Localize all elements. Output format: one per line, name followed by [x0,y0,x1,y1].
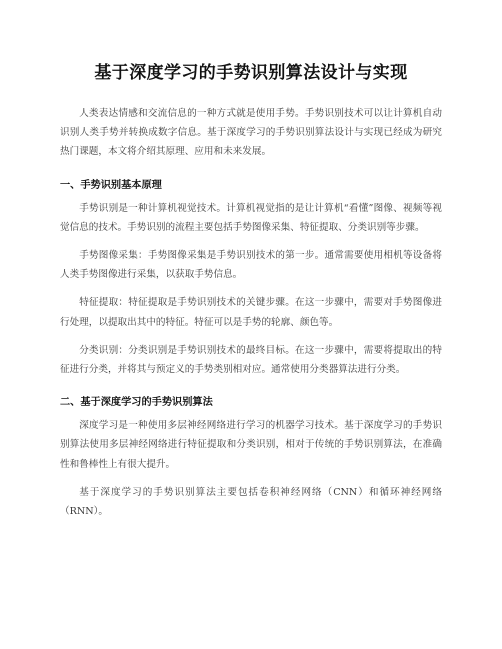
section1-paragraph: 分类识别：分类识别是手势识别技术的最终目标。在这一步骤中，需要将提取出的特征进行分类，并将其与预定义的手势类别相对应。通常使用分类器算法进行分类。 [60,344,442,376]
section2-paragraph: 深度学习是一种使用多层神经网络进行学习的机器学习技术。基于深度学习的手势识别算法使用多层神经网络进行特征提取和分类识别，相对于传统的手势识别算法，在准确性和鲁棒性上有很大提升。 [60,420,442,470]
intro-paragraph: 人类表达情感和交流信息的一种方式就是使用手势。手势识别技术可以让计算机自动识别人类手势并转换成数字信息。基于深度学习的手势识别算法设计与实现已经成为研究热门课题，本文将介绍其原理、应用和未来发展。 [60,108,442,158]
section-heading-principles: 一、手势识别基本原理 [60,179,162,191]
section2-paragraph: 基于深度学习的手势识别算法主要包括卷积神经网络（CNN）和循环神经网络（RNN）。 [60,486,442,518]
document-title: 基于深度学习的手势识别算法设计与实现 [94,63,408,83]
section1-paragraph: 手势识别是一种计算机视觉技术。计算机视觉指的是让计算机“看懂”图像、视频等视觉信息的技术。手势识别的流程主要包括手势图像采集、特征提取、分类识别等步骤。 [60,202,442,233]
section-heading-deep-learning: 二、基于深度学习的手势识别算法 [60,397,213,409]
section1-paragraph: 手势图像采集：手势图像采集是手势识别技术的第一步。通常需要使用相机等设备将人类手势图像进行采集，以获取手势信息。 [60,250,442,281]
section1-paragraph: 特征提取：特征提取是手势识别技术的关键步骤。在这一步骤中，需要对手势图像进行处理，以提取出其中的特征。特征可以是手势的轮廓、颜色等。 [60,297,442,328]
